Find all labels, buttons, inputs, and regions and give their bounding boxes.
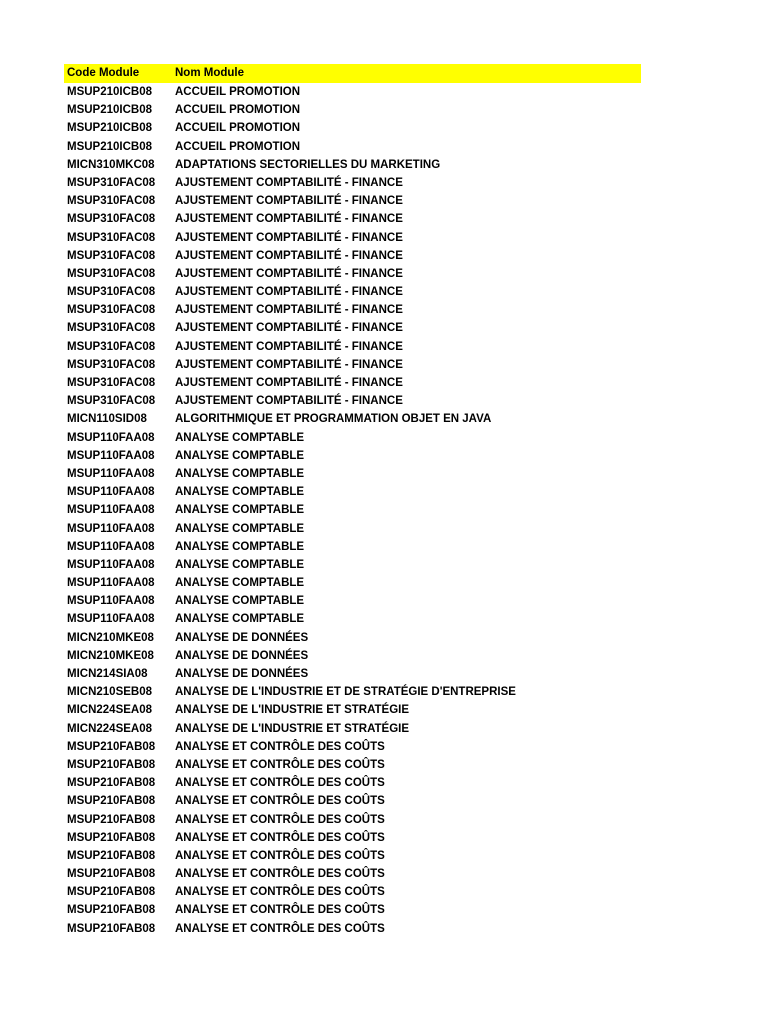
table-row <box>64 701 641 719</box>
module-code-cell: MSUP310FAC08 <box>67 213 156 226</box>
module-code-cell: MICN224SEA08 <box>67 704 153 717</box>
module-code-cell: MSUP110FAA08 <box>67 431 155 444</box>
module-name-cell: ANALYSE ET CONTRÔLE DES COÛTS <box>175 886 385 899</box>
module-code-cell: MSUP110FAA08 <box>67 467 155 480</box>
module-name-cell: AJUSTEMENT COMPTABILITÉ - FINANCE <box>175 286 403 299</box>
module-code-cell: MSUP310FAC08 <box>67 176 156 189</box>
table-row <box>64 156 641 174</box>
module-name-cell: ANALYSE COMPTABLE <box>175 613 305 626</box>
module-code-cell: MICN214SIA08 <box>67 668 148 680</box>
module-name-cell: ANALYSE COMPTABLE <box>175 577 305 590</box>
module-code-cell: MSUP210ICB08 <box>67 104 153 117</box>
module-name-cell: AJUSTEMENT COMPTABILITÉ - FINANCE <box>175 304 403 317</box>
module-name-cell: AJUSTEMENT COMPTABILITÉ - FINANCE <box>175 377 403 389</box>
module-name-cell: AJUSTEMENT COMPTABILITÉ - FINANCE <box>175 176 403 189</box>
module-name-cell: ANALYSE ET CONTRÔLE DES COÛTS <box>175 849 385 862</box>
table-row <box>64 811 641 829</box>
module-code-cell: MSUP210FAB08 <box>67 868 156 881</box>
module-code-cell: MSUP210FAB08 <box>67 740 156 753</box>
module-name-cell: AJUSTEMENT COMPTABILITÉ - FINANCE <box>175 195 403 208</box>
module-name-cell: AJUSTEMENT COMPTABILITÉ - FINANCE <box>175 358 403 371</box>
table-row <box>64 174 641 192</box>
module-code-cell: MICN310MKC08 <box>67 158 155 171</box>
table-row <box>64 356 641 374</box>
module-code-cell: MSUP210FAB08 <box>67 922 156 935</box>
table-row <box>64 301 641 319</box>
module-code-cell: MSUP110FAA08 <box>67 577 155 590</box>
table-row <box>64 447 641 465</box>
table-row <box>64 410 641 428</box>
table-row <box>64 483 641 501</box>
table-row <box>64 647 641 665</box>
table-row <box>64 283 641 301</box>
module-name-cell: AJUSTEMENT COMPTABILITÉ - FINANCE <box>175 340 403 353</box>
table-row <box>64 501 641 519</box>
module-code-cell: MSUP110FAA08 <box>67 449 155 462</box>
table-row <box>64 683 641 701</box>
module-code-cell: MSUP210ICB08 <box>67 86 153 98</box>
module-code-cell: MICN210SEB08 <box>67 686 153 699</box>
table-row <box>64 592 641 610</box>
module-name-cell: AJUSTEMENT COMPTABILITÉ - FINANCE <box>175 213 403 226</box>
module-name-cell: ANALYSE DE DONNÉES <box>175 668 309 680</box>
table-body <box>64 83 641 938</box>
module-name-cell: ANALYSE ET CONTRÔLE DES COÛTS <box>175 922 385 935</box>
module-code-cell: MSUP210ICB08 <box>67 122 153 135</box>
table-row <box>64 574 641 592</box>
table-row <box>64 247 641 265</box>
table-row <box>64 338 641 356</box>
module-code-cell: MSUP210FAB08 <box>67 777 156 790</box>
module-code-cell: MSUP210FAB08 <box>67 795 156 808</box>
table-header-row <box>64 64 641 83</box>
table-row <box>64 610 641 628</box>
module-name-cell: ACCUEIL PROMOTION <box>175 104 301 117</box>
module-code-cell: MICN210MKE08 <box>67 649 154 662</box>
module-code-cell: MSUP310FAC08 <box>67 340 156 353</box>
module-name-cell: ACCUEIL PROMOTION <box>175 86 301 98</box>
module-name-cell: ANALYSE ET CONTRÔLE DES COÛTS <box>175 831 385 844</box>
table-row <box>64 920 641 938</box>
module-name-cell: ANALYSE DE L'INDUSTRIE ET STRATÉGIE <box>175 722 410 735</box>
module-name-cell: ANALYSE COMPTABLE <box>175 595 305 608</box>
table-row <box>64 192 641 210</box>
table-row <box>64 829 641 847</box>
module-name-cell: AJUSTEMENT COMPTABILITÉ - FINANCE <box>175 267 403 280</box>
module-code-cell: MICN110SID08 <box>67 413 147 426</box>
module-name-cell: ANALYSE DE L'INDUSTRIE ET DE STRATÉGIE D'ENTREPRISE <box>175 686 516 699</box>
table-row <box>64 865 641 883</box>
table-row <box>64 392 641 410</box>
table-row <box>64 792 641 810</box>
table-row <box>64 374 641 392</box>
module-code-cell: MSUP310FAC08 <box>67 286 156 299</box>
module-name-cell: ANALYSE COMPTABLE <box>175 431 305 444</box>
module-code-cell: MSUP310FAC08 <box>67 249 156 262</box>
module-code-cell: MSUP210FAB08 <box>67 758 156 771</box>
module-code-cell: MSUP210FAB08 <box>67 849 156 862</box>
module-name-cell: AJUSTEMENT COMPTABILITÉ - FINANCE <box>175 249 403 262</box>
module-name-cell: ANALYSE COMPTABLE <box>175 449 305 462</box>
module-name-cell: ANALYSE ET CONTRÔLE DES COÛTS <box>175 740 385 753</box>
table-row <box>64 756 641 774</box>
table-row <box>64 101 641 119</box>
module-name-cell: ANALYSE ET CONTRÔLE DES COÛTS <box>175 904 385 917</box>
module-name-cell: ANALYSE ET CONTRÔLE DES COÛTS <box>175 777 385 790</box>
module-code-cell: MICN224SEA08 <box>67 722 153 735</box>
module-code-cell: MSUP310FAC08 <box>67 231 156 244</box>
module-name-cell: ANALYSE ET CONTRÔLE DES COÛTS <box>175 795 385 808</box>
module-code-cell: MSUP210ICB08 <box>67 140 153 153</box>
module-name-cell: ANALYSE COMPTABLE <box>175 522 305 535</box>
table-row <box>64 429 641 447</box>
table-row <box>64 774 641 792</box>
module-code-cell: MSUP310FAC08 <box>67 358 156 371</box>
module-code-cell: MSUP310FAC08 <box>67 195 156 208</box>
table-row <box>64 265 641 283</box>
module-code-cell: MSUP110FAA08 <box>67 613 155 626</box>
module-name-cell: ANALYSE COMPTABLE <box>175 558 305 571</box>
header-code-module: Code Module <box>67 67 140 79</box>
module-code-cell: MSUP110FAA08 <box>67 522 155 535</box>
table-row <box>64 520 641 538</box>
table-row <box>64 83 641 101</box>
header-nom-module: Nom Module <box>175 67 244 79</box>
module-code-cell: MSUP210FAB08 <box>67 813 156 826</box>
module-name-cell: ANALYSE COMPTABLE <box>175 504 305 517</box>
module-name-cell: AJUSTEMENT COMPTABILITÉ - FINANCE <box>175 231 403 244</box>
table-row <box>64 210 641 228</box>
module-code-cell: MSUP110FAA08 <box>67 486 155 499</box>
module-name-cell: ANALYSE DE L'INDUSTRIE ET STRATÉGIE <box>175 704 410 717</box>
module-name-cell: ACCUEIL PROMOTION <box>175 140 301 153</box>
module-table <box>64 64 641 938</box>
table-row <box>64 847 641 865</box>
module-code-cell: MSUP310FAC08 <box>67 377 156 389</box>
module-name-cell: AJUSTEMENT COMPTABILITÉ - FINANCE <box>175 395 403 408</box>
table-row <box>64 738 641 756</box>
module-code-cell: MSUP210FAB08 <box>67 831 156 844</box>
table-row <box>64 119 641 137</box>
module-name-cell: AJUSTEMENT COMPTABILITÉ - FINANCE <box>175 322 403 335</box>
module-name-cell: ANALYSE ET CONTRÔLE DES COÛTS <box>175 813 385 826</box>
module-code-cell: MSUP210FAB08 <box>67 904 156 917</box>
module-code-cell: MSUP310FAC08 <box>67 322 156 335</box>
table-row <box>64 229 641 247</box>
module-name-cell: ANALYSE ET CONTRÔLE DES COÛTS <box>175 868 385 881</box>
table-row <box>64 901 641 919</box>
table-row <box>64 465 641 483</box>
module-name-cell: ANALYSE DE DONNÉES <box>175 649 309 662</box>
module-code-cell: MICN210MKE08 <box>67 631 154 644</box>
module-code-cell: MSUP210FAB08 <box>67 886 156 899</box>
module-name-cell: ADAPTATIONS SECTORIELLES DU MARKETING <box>175 158 441 171</box>
module-code-cell: MSUP110FAA08 <box>67 540 155 553</box>
module-name-cell: ANALYSE DE DONNÉES <box>175 631 309 644</box>
table-row <box>64 720 641 738</box>
table-row <box>64 883 641 901</box>
module-name-cell: ANALYSE COMPTABLE <box>175 467 305 480</box>
table-row <box>64 538 641 556</box>
module-code-cell: MSUP310FAC08 <box>67 267 156 280</box>
module-name-cell: ALGORITHMIQUE ET PROGRAMMATION OBJET EN JAVA <box>175 413 492 426</box>
table-row <box>64 138 641 156</box>
module-code-cell: MSUP310FAC08 <box>67 395 156 408</box>
module-code-cell: MSUP310FAC08 <box>67 304 156 317</box>
module-code-cell: MSUP110FAA08 <box>67 504 155 517</box>
table-row <box>64 319 641 337</box>
table-row <box>64 629 641 647</box>
module-name-cell: ANALYSE COMPTABLE <box>175 540 305 553</box>
module-name-cell: ANALYSE COMPTABLE <box>175 486 305 499</box>
module-name-cell: ANALYSE ET CONTRÔLE DES COÛTS <box>175 758 385 771</box>
module-code-cell: MSUP110FAA08 <box>67 558 155 571</box>
module-name-cell: ACCUEIL PROMOTION <box>175 122 301 135</box>
module-code-cell: MSUP110FAA08 <box>67 595 155 608</box>
table-row <box>64 556 641 574</box>
table-row <box>64 665 641 683</box>
